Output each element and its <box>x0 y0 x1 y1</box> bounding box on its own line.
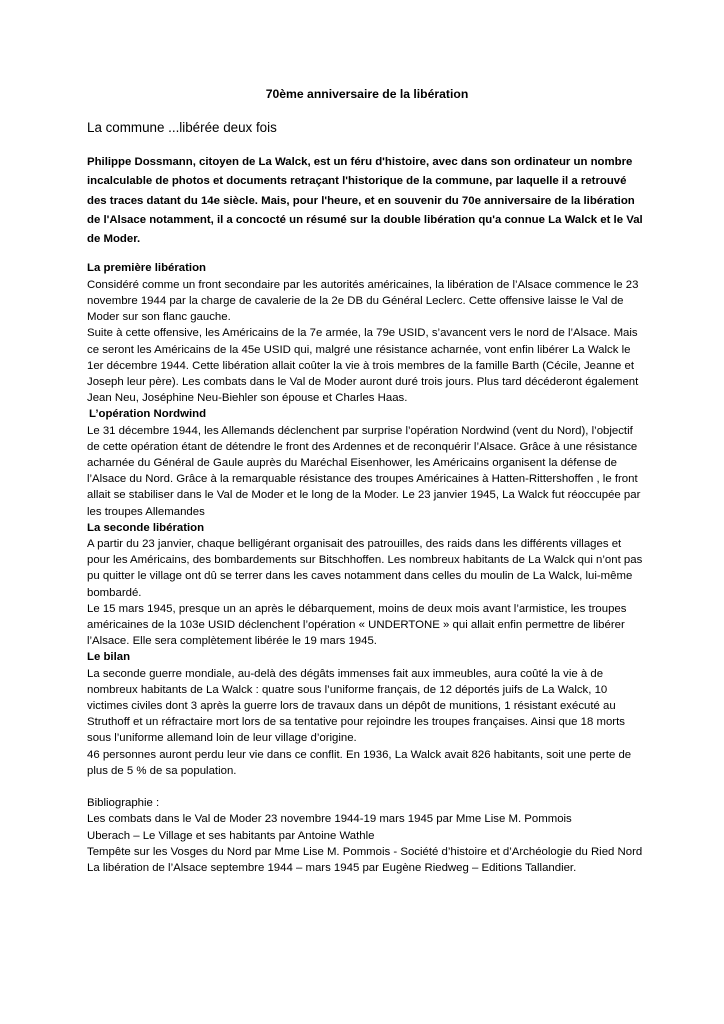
document-page <box>87 86 647 876</box>
bibliography-item: Uberach – Le Village et ses habitants par Antoine Wathle <box>87 829 375 842</box>
blank-line <box>87 779 647 795</box>
section-operation-nordwind <box>87 406 647 519</box>
section-paragraph: Considéré comme un front secondaire par les autorités américaines, la libération de l’Alsace commence le 23 novembre 1944 par la charge de cavalerie de la 2e DB du Général Leclerc. Cette offensive laisse le Val de Moder sur son flanc gauche. <box>87 278 639 324</box>
bibliography <box>87 795 647 876</box>
section-paragraph: A partir du 23 janvier, chaque belligérant organisait des patrouilles, des raids dans les différents villages et pour les Américains, des bombardements sur Bitschhoffen. Les nombreux habitants de La Walck qui n’ont pas pu quitter le village ont dû se terrer dans les caves notamment dans celles du moulin de La Walck, lui-même bombardé. <box>87 537 643 599</box>
section-heading: La seconde libération <box>87 521 205 534</box>
section-paragraph: 46 personnes auront perdu leur vie dans ce conflit. En 1936, La Walck avait 826 habitants, soit une perte de plus de 5 % de sa population. <box>87 748 632 777</box>
bibliography-item: Les combats dans le Val de Moder 23 novembre 1944-19 mars 1945 par Mme Lise M. Pommois <box>87 813 572 826</box>
section-paragraph: Le 15 mars 1945, presque un an après le débarquement, moins de deux mois avant l’armistice, les troupes américaines de la 103e USID déclenchent l’opération « UNDERTONE » qui allait enfin permettre de libérer l’Alsace. Elle sera complètement libérée le 19 mars 1945. <box>87 602 627 648</box>
section-heading: Le bilan <box>87 651 131 664</box>
bibliography-item: Tempête sur les Vosges du Nord par Mme Lise M. Pommois - Société d’histoire et d’Archéologie du Ried Nord <box>87 845 643 858</box>
document-title: 70ème anniversaire de la libération <box>265 87 469 101</box>
section-paragraph: Le 31 décembre 1944, les Allemands déclenchent par surprise l’opération Nordwind (vent du Nord), l’objectif de cette opération étant de détendre le front des Ardennes et de reconquérir l’Alsace. Grâce à une résistance acharnée du Général de Gaule auprès du Maréchal Eisenhower, les Américains organisent la défense de l’Alsace du Nord. Grâce à la remarquable résistance des troupes Américaines à Hatten-Rittershoffen , le front allait se stabiliser dans le Val de Moder et le long de la Moder. Le 23 janvier 1945, La Walck fut réoccupée par les troupes Allemandes <box>87 424 641 518</box>
document-subtitle: La commune ...libérée deux fois <box>87 120 277 135</box>
section-paragraph: Suite à cette offensive, les Américains de la 7e armée, la 79e USID, s’avancent vers le nord de l’Alsace. Mais ce seront les Américains de la 45e USID qui, malgré une résistance acharnée, vont enfin libérer La Walck le 1er décembre 1944. Cette libération allait coûter la vie à trois membres de la famille Barth (Cécile, Jeanne et Joseph leur père). Les combats dans le Val de Moder auront duré trois jours. Plus tard décéderont également Jean Neu, Joséphine Neu-Biehler son épouse et Charles Haas. <box>87 327 639 405</box>
section-heading: La première libération <box>87 262 207 275</box>
section-seconde-liberation <box>87 520 647 650</box>
section-bilan <box>87 649 647 779</box>
section-heading: L’opération Nordwind <box>89 408 207 421</box>
bibliography-title: Bibliographie : <box>87 797 160 810</box>
intro-paragraph: Philippe Dossmann, citoyen de La Walck, est un féru d'histoire, avec dans son ordinateur un nombre incalculable de photos et documents retraçant l'historique de la commune, par laquelle il a retrouvé des traces datant du 14e siècle. Mais, pour l'heure, et en souvenir du 70e anniversaire de la libération de l'Alsace notamment, il a concocté un résumé sur la double libération qu'a connue La Walck et le Val de Moder. <box>87 156 643 246</box>
section-paragraph: La seconde guerre mondiale, au-delà des dégâts immenses fait aux immeubles, aura coûté la vie à de nombreux habitants de La Walck : quatre sous l’uniforme français, de 12 déportés juifs de La Walck, 10 victimes civiles dont 3 après la guerre lors de travaux dans un dépôt de munitions, 1 résistant exécuté au Struthoff et un réfractaire mort lors de sa tentative pour rejoindre les troupes françaises. Ainsi que 18 morts sous l’uniforme allemand loin de leur village d’origine. <box>87 667 625 745</box>
section-premiere-liberation <box>87 260 647 406</box>
bibliography-item: La libération de l’Alsace septembre 1944 – mars 1945 par Eugène Riedweg – Editions Tallandier. <box>87 861 577 874</box>
